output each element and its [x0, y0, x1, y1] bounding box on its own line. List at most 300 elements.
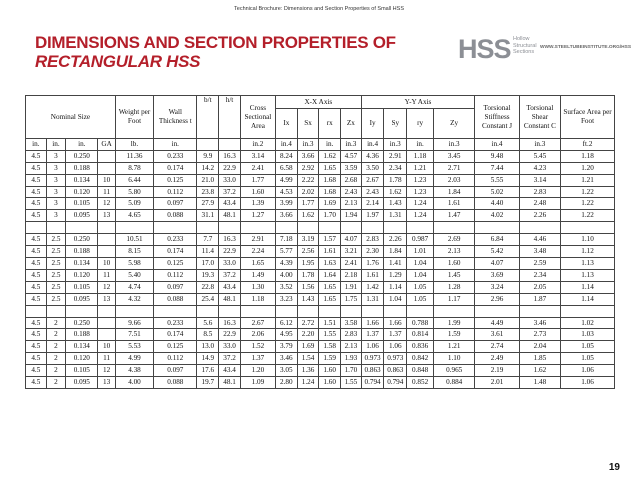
table-cell: 2.41 — [341, 258, 362, 270]
title-line-2: RECTANGULAR HSS — [35, 52, 201, 71]
table-cell: 5.45 — [519, 150, 560, 162]
table-row — [26, 365, 615, 377]
table-cell: 2.22 — [297, 174, 319, 186]
table-cell: 1.68 — [319, 174, 341, 186]
logo-sub-sections: Sections — [513, 49, 535, 55]
table-cell: 4.5 — [26, 150, 47, 162]
table-cell: 0.088 — [154, 210, 197, 222]
table-cell: 31.1 — [197, 210, 219, 222]
table-cell: 1.04 — [384, 293, 407, 305]
table-cell: 4.39 — [275, 258, 297, 270]
table-cell: 1.60 — [240, 186, 275, 198]
spacer-cell — [197, 222, 219, 234]
table-cell: 11.4 — [197, 246, 219, 258]
table-cell: 2.72 — [297, 317, 319, 329]
table-cell: 1.23 — [407, 186, 434, 198]
table-cell: 5.42 — [475, 246, 519, 258]
table-cell: 1.66 — [384, 317, 407, 329]
table-cell: 10 — [98, 258, 116, 270]
unit-cell — [219, 139, 241, 151]
table-cell: 5.09 — [115, 198, 153, 210]
unit-cell: in.2 — [240, 139, 275, 151]
table-cell: 3.46 — [519, 317, 560, 329]
table-cell: 1.62 — [319, 150, 341, 162]
table-cell: 1.01 — [407, 246, 434, 258]
table-cell: 4.99 — [275, 174, 297, 186]
spacer-cell — [519, 305, 560, 317]
table-cell: 0.973 — [361, 353, 384, 365]
table-cell: 2.43 — [341, 186, 362, 198]
table-cell: 33.0 — [219, 174, 241, 186]
spacer-cell — [115, 222, 153, 234]
table-cell: 33.0 — [219, 258, 241, 270]
table-cell: 0.863 — [384, 365, 407, 377]
table-cell: 1.93 — [341, 353, 362, 365]
table-cell: 2.5 — [46, 234, 66, 246]
header-zx: Zx — [341, 109, 362, 139]
unit-cell: lb. — [115, 139, 153, 151]
table-cell: 2.5 — [46, 258, 66, 270]
header-bt: b/t — [197, 96, 219, 139]
table-cell: 1.28 — [434, 281, 475, 293]
table-cell: 1.55 — [319, 329, 341, 341]
table-cell: 4.65 — [115, 210, 153, 222]
table-row — [26, 234, 615, 246]
table-row — [26, 186, 615, 198]
table-cell: 0.814 — [407, 329, 434, 341]
table-cell: 1.58 — [319, 341, 341, 353]
table-cell: 1.76 — [361, 258, 384, 270]
table-cell: 12 — [98, 198, 116, 210]
table-cell: 4.74 — [115, 281, 153, 293]
table-cell: 2.26 — [384, 234, 407, 246]
table-cell: 0.848 — [407, 365, 434, 377]
unit-cell: in.3 — [434, 139, 475, 151]
table-cell — [98, 246, 116, 258]
table-cell: 4.5 — [26, 162, 47, 174]
table-cell: 1.05 — [407, 281, 434, 293]
table-cell: 2.03 — [434, 174, 475, 186]
spacer-cell — [154, 305, 197, 317]
table-cell: 27.9 — [197, 198, 219, 210]
table-cell: 12 — [98, 281, 116, 293]
table-cell: 43.4 — [219, 365, 241, 377]
table-cell: 4.5 — [26, 329, 47, 341]
spacer-cell — [66, 305, 98, 317]
group-spacer-row — [26, 305, 615, 317]
table-cell: 3.58 — [341, 317, 362, 329]
table-cell: 0.088 — [154, 377, 197, 389]
table-cell: 17.6 — [197, 365, 219, 377]
table-cell: 1.31 — [384, 210, 407, 222]
table-cell: 1.64 — [319, 269, 341, 281]
table-cell: 1.06 — [561, 377, 615, 389]
table-cell: 4.5 — [26, 174, 47, 186]
table-cell: 2.24 — [240, 246, 275, 258]
table-cell: 1.61 — [361, 269, 384, 281]
table-cell: 0.125 — [154, 341, 197, 353]
table-cell: 6.84 — [475, 234, 519, 246]
table-cell: 1.36 — [297, 365, 319, 377]
table-cell: 4.02 — [475, 210, 519, 222]
spacer-cell — [275, 305, 297, 317]
table-row — [26, 210, 615, 222]
logo-subtitle — [513, 36, 537, 56]
table-cell: 8.5 — [197, 329, 219, 341]
table-cell: 1.09 — [240, 377, 275, 389]
table-cell: 2.19 — [475, 365, 519, 377]
table-cell: 1.69 — [319, 198, 341, 210]
table-cell: 2.5 — [46, 246, 66, 258]
table-cell: 9.66 — [115, 317, 153, 329]
table-cell: 19.3 — [197, 269, 219, 281]
table-cell: 1.94 — [341, 210, 362, 222]
table-cell: 4.23 — [519, 162, 560, 174]
table-cell: 19.7 — [197, 377, 219, 389]
table-cell: 0.112 — [154, 186, 197, 198]
header-rx: rx — [319, 109, 341, 139]
table-cell: 1.37 — [240, 353, 275, 365]
table-cell: 1.54 — [297, 353, 319, 365]
table-cell: 1.22 — [561, 186, 615, 198]
table-cell: 2.69 — [434, 234, 475, 246]
table-cell: 4.07 — [475, 258, 519, 270]
table-cell: 2.06 — [240, 329, 275, 341]
spacer-cell — [219, 305, 241, 317]
table-cell: 1.78 — [297, 269, 319, 281]
table-cell: 1.04 — [407, 258, 434, 270]
table-cell: 0.120 — [66, 353, 98, 365]
table-cell: 1.23 — [407, 174, 434, 186]
page-number: 19 — [608, 462, 620, 473]
table-cell: 0.233 — [154, 317, 197, 329]
table-cell: 0.250 — [66, 150, 98, 162]
group-spacer-row — [26, 222, 615, 234]
table-cell: 2.59 — [519, 258, 560, 270]
table-cell: 7.18 — [275, 234, 297, 246]
table-cell: 2 — [46, 377, 66, 389]
table-cell: 6.44 — [115, 174, 153, 186]
unit-cell: in.4 — [361, 139, 384, 151]
table-cell: 14.9 — [197, 353, 219, 365]
table-cell: 2.74 — [475, 341, 519, 353]
table-cell: 3.61 — [475, 329, 519, 341]
table-cell: 5.98 — [115, 258, 153, 270]
table-cell: 1.63 — [319, 258, 341, 270]
table-cell: 1.37 — [361, 329, 384, 341]
table-cell: 0.233 — [154, 150, 197, 162]
table-cell: 2.14 — [361, 198, 384, 210]
table-cell: 0.097 — [154, 281, 197, 293]
header-nominal-size: Nominal Size — [26, 96, 116, 139]
table-row — [26, 150, 615, 162]
table-cell: 4.5 — [26, 258, 47, 270]
table-cell: 4.5 — [26, 281, 47, 293]
unit-cell: in. — [154, 139, 197, 151]
table-cell: 5.02 — [475, 186, 519, 198]
table-cell: 2.67 — [240, 317, 275, 329]
unit-cell: in. — [26, 139, 47, 151]
table-cell: 2.83 — [341, 329, 362, 341]
table-row — [26, 162, 615, 174]
spacer-cell — [46, 305, 66, 317]
table-cell: 1.10 — [434, 353, 475, 365]
table-cell: 2.20 — [297, 329, 319, 341]
table-cell: 1.05 — [561, 341, 615, 353]
table-cell: 0.088 — [154, 293, 197, 305]
spacer-cell — [561, 305, 615, 317]
table-cell: 0.188 — [66, 162, 98, 174]
table-cell: 1.59 — [319, 353, 341, 365]
table-cell: 0.174 — [154, 329, 197, 341]
table-cell: 1.41 — [384, 258, 407, 270]
table-cell: 1.65 — [319, 162, 341, 174]
table-cell: 0.125 — [154, 258, 197, 270]
table-cell: 25.4 — [197, 293, 219, 305]
table-cell: 1.18 — [407, 150, 434, 162]
table-cell: 1.43 — [384, 198, 407, 210]
table-cell: 2.34 — [384, 162, 407, 174]
table-row — [26, 317, 615, 329]
table-cell: 1.42 — [361, 281, 384, 293]
logo-sub-structural: Structural — [513, 42, 537, 49]
table-cell: 4.40 — [475, 198, 519, 210]
table-cell: 0.863 — [361, 365, 384, 377]
table-cell: 2 — [46, 341, 66, 353]
unit-cell: in. — [319, 139, 341, 151]
table-cell: 1.95 — [297, 258, 319, 270]
table-cell: 8.78 — [115, 162, 153, 174]
table-row — [26, 293, 615, 305]
table-cell: 0.174 — [154, 246, 197, 258]
unit-cell: in.3 — [384, 139, 407, 151]
table-cell: 2.96 — [475, 293, 519, 305]
table-cell: 3.69 — [475, 269, 519, 281]
table-cell: 3 — [46, 162, 66, 174]
table-cell: 1.97 — [361, 210, 384, 222]
table-cell: 11 — [98, 269, 116, 281]
table-cell: 1.20 — [240, 365, 275, 377]
table-cell: 22.8 — [197, 281, 219, 293]
table-cell: 4.49 — [475, 317, 519, 329]
hss-logo — [458, 34, 632, 64]
table-cell: 7.7 — [197, 234, 219, 246]
table-cell: 3.79 — [275, 341, 297, 353]
header-zy: Zy — [434, 109, 475, 139]
spacer-cell — [197, 305, 219, 317]
table-cell: 4.5 — [26, 234, 47, 246]
table-cell: 21.0 — [197, 174, 219, 186]
table-cell: 0.250 — [66, 234, 98, 246]
table-cell: 1.61 — [434, 198, 475, 210]
table-cell: 2.73 — [519, 329, 560, 341]
table-cell: 4.38 — [115, 365, 153, 377]
table-cell: 10 — [98, 174, 116, 186]
spacer-cell — [434, 222, 475, 234]
table-cell: 3.14 — [519, 174, 560, 186]
table-cell: 3.50 — [361, 162, 384, 174]
table-cell: 0.842 — [407, 353, 434, 365]
table-cell: 1.18 — [240, 293, 275, 305]
table-cell: 1.65 — [240, 258, 275, 270]
table-cell: 3.45 — [434, 150, 475, 162]
table-cell: 2.83 — [361, 234, 384, 246]
table-cell: 1.69 — [297, 341, 319, 353]
table-cell: 2 — [46, 365, 66, 377]
spacer-cell — [384, 305, 407, 317]
table-cell: 1.66 — [361, 317, 384, 329]
table-cell: 10.51 — [115, 234, 153, 246]
table-cell: 2.83 — [519, 186, 560, 198]
unit-cell: in. — [407, 139, 434, 151]
table-cell: 2.26 — [519, 210, 560, 222]
table-cell: 1.70 — [319, 210, 341, 222]
table-cell: 1.55 — [341, 377, 362, 389]
table-cell: 1.21 — [561, 174, 615, 186]
table-cell: 1.22 — [561, 210, 615, 222]
table-cell: 2.80 — [275, 377, 297, 389]
table-cell: 7.51 — [115, 329, 153, 341]
table-cell: 1.13 — [561, 258, 615, 270]
table-cell: 3 — [46, 210, 66, 222]
table-cell: 2.02 — [297, 186, 319, 198]
table-cell: 2.05 — [519, 281, 560, 293]
table-cell: 1.91 — [341, 281, 362, 293]
table-cell: 4.36 — [361, 150, 384, 162]
table-cell: 1.14 — [384, 281, 407, 293]
table-cell: 23.8 — [197, 186, 219, 198]
table-cell: 4.5 — [26, 210, 47, 222]
table-cell: 1.21 — [434, 341, 475, 353]
table-cell: 11.36 — [115, 150, 153, 162]
table-cell: 6.58 — [275, 162, 297, 174]
table-cell: 9.48 — [475, 150, 519, 162]
header-torsional-stiffness: Torsional Stiffness Constant J — [475, 96, 519, 139]
table-cell: 0.120 — [66, 186, 98, 198]
table-cell: 2.01 — [475, 377, 519, 389]
table-cell: 13.0 — [197, 341, 219, 353]
table-cell: 11 — [98, 186, 116, 198]
table-cell: 1.06 — [384, 341, 407, 353]
table-cell: 4.99 — [115, 353, 153, 365]
table-cell: 1.61 — [319, 246, 341, 258]
table-cell: 2.5 — [46, 293, 66, 305]
table-cell: 1.57 — [319, 234, 341, 246]
table-row — [26, 258, 615, 270]
table-cell: 3 — [46, 174, 66, 186]
table-row — [26, 377, 615, 389]
spacer-cell — [519, 222, 560, 234]
table-cell: 2.67 — [361, 174, 384, 186]
table-cell: 0.095 — [66, 210, 98, 222]
table-cell: 1.05 — [407, 293, 434, 305]
table-cell: 0.097 — [154, 365, 197, 377]
table-cell: 2.13 — [434, 246, 475, 258]
table-cell: 1.78 — [384, 174, 407, 186]
header-area: Cross Sectional Area — [240, 96, 275, 139]
table-cell: 2.68 — [341, 174, 362, 186]
spacer-cell — [407, 305, 434, 317]
table-cell: 1.06 — [561, 365, 615, 377]
logo-sub-hollow: Hollow — [513, 36, 530, 42]
table-cell: 48.1 — [219, 377, 241, 389]
table-cell: 3.21 — [341, 246, 362, 258]
table-row — [26, 329, 615, 341]
unit-cell: in.4 — [275, 139, 297, 151]
table-row — [26, 341, 615, 353]
table-cell: 1.56 — [297, 281, 319, 293]
units-row — [26, 139, 615, 151]
logo-url: WWW.STEELTUBEINSTITUTE.ORG/HSS — [540, 45, 632, 50]
table-cell: 1.87 — [519, 293, 560, 305]
spacer-cell — [341, 222, 362, 234]
running-header: Technical Brochure: Dimensions and Section Properties of Small HSS — [234, 6, 404, 12]
table-cell: 5.80 — [115, 186, 153, 198]
table-cell: 3.19 — [297, 234, 319, 246]
table-cell: 1.70 — [341, 365, 362, 377]
table-cell: 2.48 — [519, 198, 560, 210]
table-cell: 1.52 — [240, 341, 275, 353]
spacer-cell — [297, 222, 319, 234]
table-cell: 4.57 — [341, 150, 362, 162]
table-cell: 3.59 — [341, 162, 362, 174]
spacer-cell — [46, 222, 66, 234]
table-cell: 1.48 — [519, 377, 560, 389]
table-cell: 5.77 — [275, 246, 297, 258]
table-cell: 8.15 — [115, 246, 153, 258]
unit-cell: in. — [46, 139, 66, 151]
header-wall: Wall Thickness t — [154, 96, 197, 139]
table-cell: 2 — [46, 317, 66, 329]
table-cell: 3.24 — [475, 281, 519, 293]
table-cell: 0.794 — [384, 377, 407, 389]
table-cell: 1.14 — [561, 293, 615, 305]
properties-table — [25, 95, 615, 389]
spacer-cell — [26, 222, 47, 234]
table-cell: 7.44 — [475, 162, 519, 174]
table-cell: 16.3 — [219, 234, 241, 246]
spacer-cell — [219, 222, 241, 234]
spacer-cell — [98, 222, 116, 234]
table-cell: 0.134 — [66, 341, 98, 353]
table-cell: 2.5 — [46, 281, 66, 293]
table-cell: 0.105 — [66, 281, 98, 293]
table-cell: 43.4 — [219, 281, 241, 293]
table-cell: 1.84 — [434, 186, 475, 198]
table-cell: 2.71 — [434, 162, 475, 174]
table-cell: 1.62 — [519, 365, 560, 377]
table-cell: 13 — [98, 210, 116, 222]
table-cell: 1.77 — [297, 198, 319, 210]
table-cell: 2 — [46, 329, 66, 341]
table-cell: 0.174 — [154, 162, 197, 174]
table-cell: 1.12 — [561, 246, 615, 258]
spacer-cell — [319, 222, 341, 234]
table-cell: 1.43 — [297, 293, 319, 305]
table-cell: 0.112 — [154, 269, 197, 281]
table-row — [26, 174, 615, 186]
table-cell: 14.2 — [197, 162, 219, 174]
table-cell: 43.4 — [219, 198, 241, 210]
table-cell: 1.14 — [561, 281, 615, 293]
spacer-cell — [240, 222, 275, 234]
table-cell: 2.04 — [519, 341, 560, 353]
table-cell: 6.12 — [275, 317, 297, 329]
spacer-cell — [26, 305, 47, 317]
table-cell: 1.06 — [361, 341, 384, 353]
table-cell: 4.5 — [26, 293, 47, 305]
header-sy: Sy — [384, 109, 407, 139]
